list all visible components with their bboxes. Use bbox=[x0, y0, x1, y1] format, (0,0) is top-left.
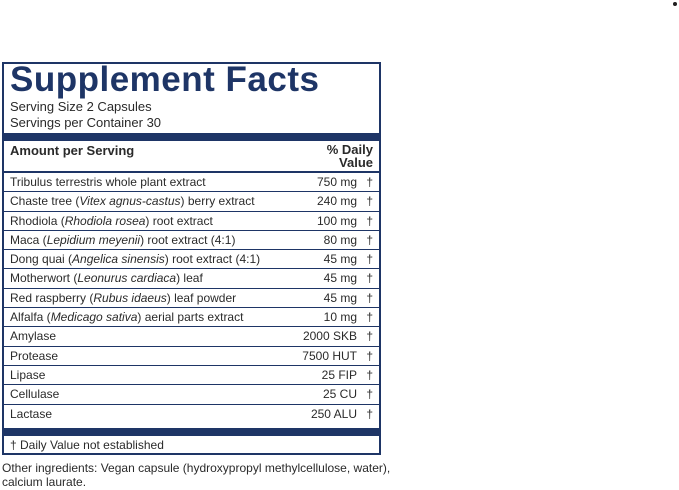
daily-value-dagger: † bbox=[366, 387, 373, 402]
ingredient-name-latin: Angelica sinensis bbox=[72, 252, 165, 267]
header-dv-line2: Value bbox=[339, 155, 373, 170]
ingredient-name-common: Red raspberry ( bbox=[10, 290, 94, 305]
ingredient-name bbox=[10, 289, 236, 307]
daily-value-dagger: † bbox=[366, 290, 373, 305]
ingredient-table bbox=[4, 173, 379, 424]
ingredient-name-latin: Rhodiola rosea bbox=[64, 213, 146, 228]
table-row bbox=[4, 327, 379, 346]
daily-value-dagger: † bbox=[366, 175, 373, 189]
ingredient-amount: 7500 HUT bbox=[302, 348, 357, 363]
footnote-daily-value: † Daily Value not established bbox=[10, 438, 164, 452]
ingredient-name-common: Maca ( bbox=[10, 232, 47, 247]
ingredient-name bbox=[10, 212, 213, 230]
daily-value-dagger: † bbox=[366, 329, 373, 344]
ingredient-amount: 2000 SKB bbox=[302, 329, 357, 344]
ingredient-amount: 80 mg bbox=[323, 232, 357, 247]
supplement-facts-panel bbox=[2, 62, 381, 455]
ingredient-amount: 25 CU bbox=[322, 387, 357, 402]
table-row bbox=[4, 250, 379, 269]
serving-size: Serving Size 2 Capsules bbox=[10, 99, 152, 114]
ingredient-amount: 240 mg bbox=[316, 194, 357, 209]
daily-value-dagger: † bbox=[366, 252, 373, 267]
ingredient-name: Cellulase bbox=[10, 387, 60, 402]
ingredient-amount: 45 mg bbox=[323, 271, 357, 286]
ingredient-amount: 45 mg bbox=[323, 290, 357, 305]
ingredient-name bbox=[10, 192, 255, 210]
ingredient-name-latin: Rubus idaeus bbox=[93, 290, 167, 305]
ingredient-name-common: Dong quai ( bbox=[10, 252, 73, 267]
ingredient-name-common: Chaste tree ( bbox=[10, 194, 80, 209]
ingredient-amount: 45 mg bbox=[323, 252, 357, 267]
table-row bbox=[4, 289, 379, 308]
table-row bbox=[4, 347, 379, 366]
ingredient-name-latin: Vitex agnus-castus bbox=[79, 194, 181, 209]
ingredient-amount: 10 mg bbox=[323, 310, 357, 325]
header-daily-value bbox=[313, 143, 373, 169]
ingredient-name-part: ) root extract bbox=[145, 213, 213, 228]
bullet-dot-icon bbox=[673, 2, 677, 6]
ingredient-name: Lactase bbox=[10, 406, 53, 421]
table-row bbox=[4, 405, 379, 424]
ingredient-name: Tribulus terrestris whole plant extract bbox=[10, 175, 206, 189]
daily-value-dagger: † bbox=[366, 348, 373, 363]
daily-value-dagger: † bbox=[366, 310, 373, 325]
ingredient-amount: 250 ALU bbox=[310, 406, 357, 421]
daily-value-dagger: † bbox=[366, 194, 373, 209]
other-ingredients: Other ingredients: Vegan capsule (hydroxypropyl methylcellulose, water), calcium laurate. bbox=[2, 461, 391, 489]
table-row bbox=[4, 231, 379, 250]
ingredient-name-common: Alfalfa ( bbox=[10, 310, 51, 325]
ingredient-amount: 25 FIP bbox=[321, 367, 357, 382]
ingredient-name-latin: Lepidium meyenii bbox=[46, 232, 141, 247]
daily-value-dagger: † bbox=[366, 213, 373, 228]
ingredient-name-common: Rhodiola ( bbox=[10, 213, 65, 228]
servings-per-container: Servings per Container 30 bbox=[10, 115, 162, 130]
daily-value-dagger: † bbox=[366, 232, 373, 247]
table-row bbox=[4, 308, 379, 327]
top-divider-bar bbox=[4, 133, 379, 141]
table-row bbox=[4, 269, 379, 288]
ingredient-name-part: ) root extract (4:1) bbox=[140, 232, 236, 247]
daily-value-dagger: † bbox=[366, 367, 373, 382]
ingredient-name bbox=[10, 231, 235, 249]
ingredient-amount: 750 mg bbox=[316, 175, 357, 189]
ingredient-name-part: ) leaf bbox=[176, 271, 203, 286]
ingredient-name-common: Motherwort ( bbox=[10, 271, 78, 286]
ingredient-amount: 100 mg bbox=[316, 213, 357, 228]
table-row bbox=[4, 366, 379, 385]
ingredient-name: Amylase bbox=[10, 329, 57, 344]
table-row bbox=[4, 192, 379, 211]
daily-value-dagger: † bbox=[366, 271, 373, 286]
ingredient-name: Lipase bbox=[10, 367, 46, 382]
table-row bbox=[4, 385, 379, 404]
header-amount-per-serving: Amount per Serving bbox=[10, 143, 135, 158]
ingredient-name bbox=[10, 269, 203, 287]
ingredient-name: Protease bbox=[10, 348, 59, 363]
ingredient-name-latin: Leonurus cardiaca bbox=[77, 271, 177, 286]
ingredient-name-part: ) aerial parts extract bbox=[137, 310, 244, 325]
header-dv-line1: % Daily bbox=[326, 142, 373, 157]
ingredient-name-latin: Medicago sativa bbox=[50, 310, 138, 325]
ingredient-name bbox=[10, 250, 260, 268]
ingredient-name bbox=[10, 308, 243, 326]
ingredient-name-part: ) root extract (4:1) bbox=[164, 252, 261, 267]
table-row bbox=[4, 173, 379, 192]
daily-value-dagger: † bbox=[366, 406, 373, 421]
ingredient-name-part: ) berry extract bbox=[180, 194, 255, 209]
bottom-divider-bar bbox=[4, 428, 379, 436]
table-row bbox=[4, 212, 379, 231]
ingredient-name-part: ) leaf powder bbox=[166, 290, 237, 305]
panel-title: Supplement Facts bbox=[10, 62, 320, 99]
